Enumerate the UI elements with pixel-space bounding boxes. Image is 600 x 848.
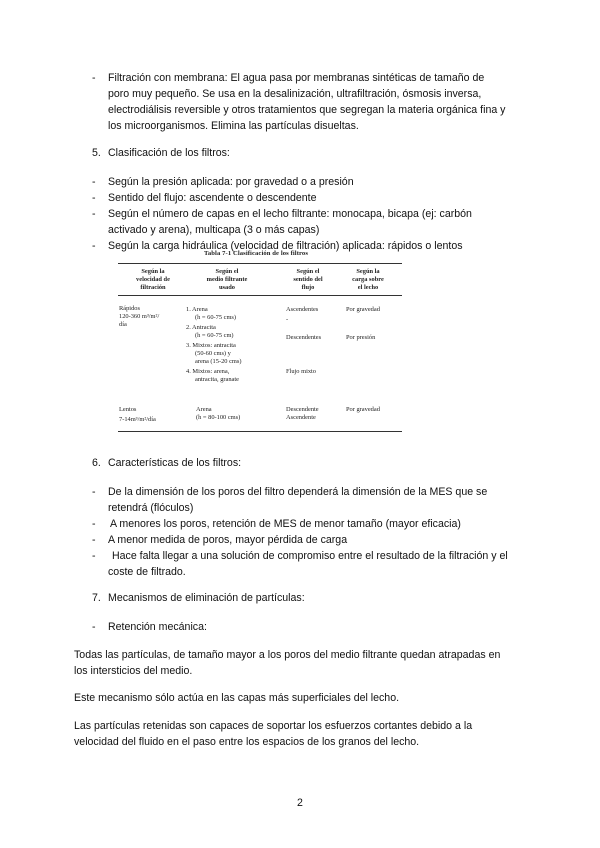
velocidad-rapidos: Rápidos 120-360 m³/m²/ día [119,305,160,328]
classification-item: Según la presión aplicada: por gravedad o a presión [108,176,354,188]
table-rule [118,431,402,432]
header-flujo: Según el sentido del flujo [293,268,323,291]
page-number: 2 [297,797,303,809]
section-title: Mecanismos de eliminación de partículas: [108,592,305,604]
classification-item: Según la carga hidráulica (velocidad de filtración) aplicada: rápidos o lentos [108,240,463,252]
membrane-line: Filtración con membrana: El agua pasa por membranas sintéticas de tamaño de [108,72,485,84]
header-carga: Según la carga sobre el lecho [352,268,384,291]
flujo-dash: - [286,316,289,323]
paragraph-line: los intersticios del medio. [74,665,193,677]
table-rule [118,295,402,296]
section-number: 7. [92,592,101,604]
table-caption: Tabla 7-1 Clasificación de los filtros [204,250,308,257]
classification-item: Sentido del flujo: ascendente o descendente [108,192,317,204]
medio-item: 4. Mixtos: arena, antracita, granate [186,368,239,383]
flujo-descendentes: Descendentes [286,334,322,341]
bullet-dash: - [92,550,96,562]
bullet-dash: - [92,534,96,546]
section-number: 5. [92,147,101,159]
velocidad-lentos: Lentos 7-14m³/m²/día [119,406,156,423]
membrane-line: los microorganismos. Elimina las partículas disueltas. [108,120,359,132]
classification-item: Según el número de capas en el lecho filtrante: monocapa, bicapa (ej: carbón [108,208,472,220]
section-title: Clasificación de los filtros: [108,147,230,159]
paragraph-line: Este mecanismo sólo actúa en las capas más superficiales del lecho. [74,692,400,704]
carga-presion: Por presión [346,334,376,341]
characteristic-item: A menores los poros, retención de MES de menor tamaño (mayor eficacia) [110,518,461,530]
paragraph-line: Las partículas retenidas son capaces de soportar los esfuerzos cortantes debido a la [74,720,473,732]
flujo-ascendentes: Ascendentes [286,306,319,313]
bullet-dash: - [92,176,96,188]
membrane-line: poro muy pequeño. Se usa en la desalinización, ultrafiltración, ósmosis inversa, [108,88,482,100]
medio-item: 3. Mixtos: antracita (50-60 cms) y arena (15-20 cms) [186,342,242,365]
bullet-dash: - [92,486,96,498]
paragraph-line: Todas las partículas, de tamaño mayor a los poros del medio filtrante quedan atrapadas en [74,649,501,661]
carga-gravedad: Por gravedad [346,306,380,313]
characteristic-item: De la dimensión de los poros del filtro dependerá la dimensión de la MES que se [108,486,488,498]
paragraph-line: velocidad del fluido en el paso entre los espacios de los granos del lecho. [74,736,420,748]
medio-item: 1. Arena (h = 60-75 cms) [186,306,237,321]
table-rule [118,263,402,264]
characteristic-item: A menor medida de poros, mayor pérdida de carga [108,534,348,546]
bullet-dash: - [92,240,96,252]
carga-lentos: Por gravedad [346,406,380,413]
header-velocidad: Según la velocidad de filtración [136,268,170,291]
flujo-lentos: Descendente Ascendente [286,406,319,421]
classification-item: activado y arena), multicapa (3 o más capas) [108,224,320,236]
bullet-dash: - [92,208,96,220]
characteristic-item: Hace falta llegar a una solución de compromiso entre el resultado de la filtración y el [112,550,508,562]
medio-item: 2. Antracita (h = 60-75 cm) [186,324,234,339]
section-title: Características de los filtros: [108,457,242,469]
bullet-dash: - [92,518,96,530]
bullet-dash: - [92,72,96,84]
filter-classification-table [118,250,402,436]
header-medio: Según el medio filtrante usado [206,268,248,291]
characteristic-item: coste de filtrado. [108,566,186,578]
characteristic-item: retendrá (flóculos) [108,502,194,514]
mechanism-item: Retención mecánica: [108,621,207,633]
bullet-dash: - [92,621,96,633]
medio-arena-lentos: Arena (h = 80-100 cms) [196,406,241,421]
flujo-mixto: Flujo mixto [286,368,317,375]
section-number: 6. [92,457,101,469]
bullet-dash: - [92,192,96,204]
membrane-line: electrodiálisis reversible y otros tratamientos que segregan la materia orgánica fina y [108,104,506,116]
